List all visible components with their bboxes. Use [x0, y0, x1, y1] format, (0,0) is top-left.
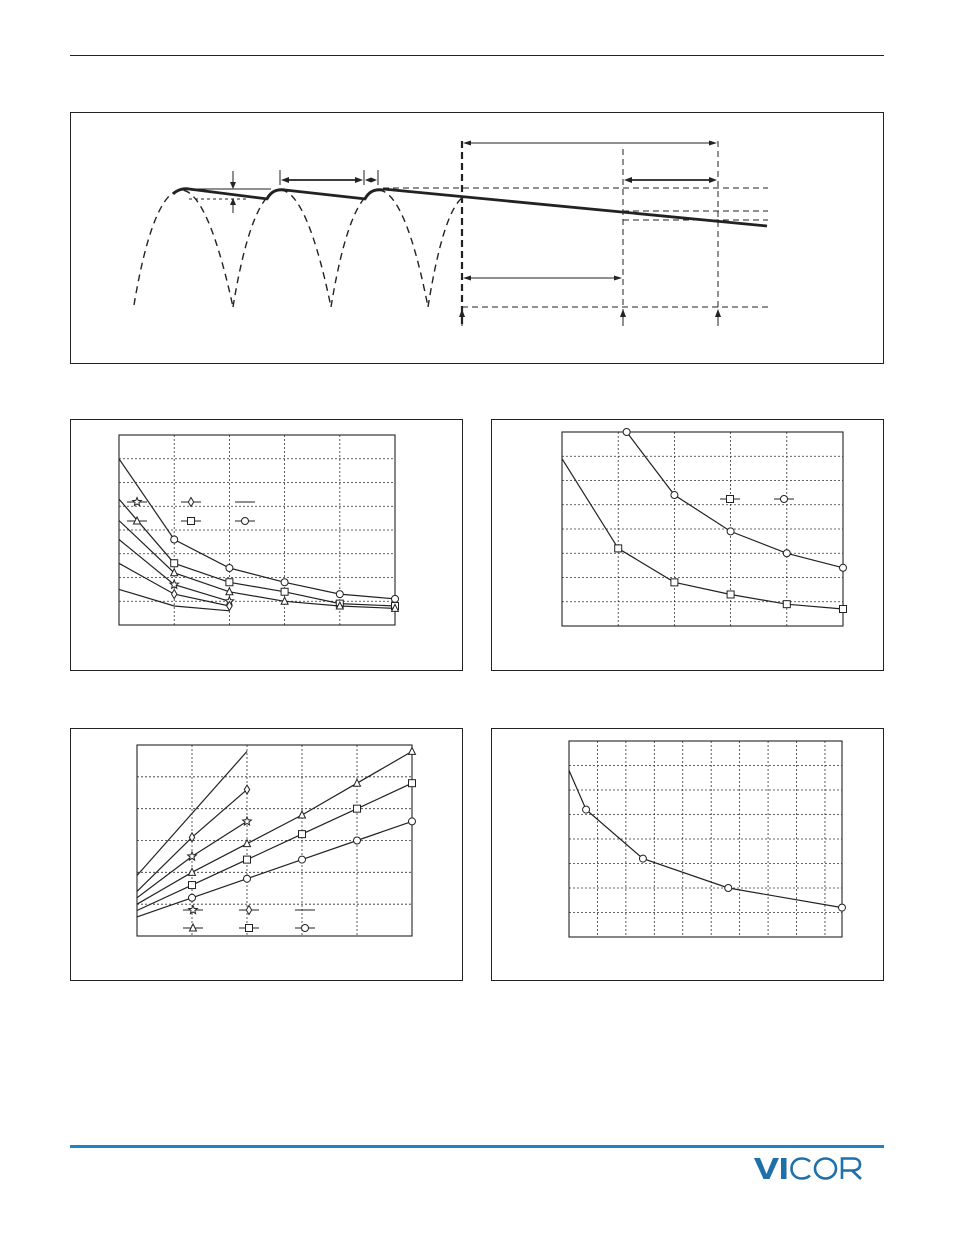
data-point-circle: [336, 591, 343, 598]
ramp-1: [189, 189, 268, 199]
data-point-square: [409, 780, 416, 787]
data-point-diamond: [244, 785, 249, 794]
data-point-triangle: [299, 811, 306, 818]
legend-marker-star: [133, 498, 142, 506]
chart-3-plot: [71, 729, 462, 980]
legend-marker-circle: [242, 518, 249, 525]
data-point-square: [671, 579, 678, 586]
data-point-diamond: [172, 590, 177, 599]
data-point-square: [171, 560, 178, 567]
data-point-circle: [639, 855, 646, 862]
series-line-6: [137, 821, 412, 917]
ripple-arrowhead-up: [230, 198, 236, 205]
peak-2: [267, 190, 285, 199]
holdup-first-arrowhead-right: [614, 276, 622, 281]
data-point-square: [244, 856, 251, 863]
data-point-circle: [727, 528, 734, 535]
conduction-arrowhead-left: [365, 178, 371, 183]
data-point-triangle: [409, 747, 416, 754]
data-point-square: [299, 831, 306, 838]
data-point-circle: [783, 550, 790, 557]
rectified-arch-3: [331, 190, 428, 307]
ripple-arrowhead-down: [230, 182, 236, 189]
data-point-triangle: [189, 868, 196, 875]
data-point-square: [840, 606, 847, 613]
data-point-circle: [281, 579, 288, 586]
chart-panel-2: [491, 419, 884, 671]
legend-marker-square: [188, 518, 195, 525]
series-line-1: [627, 432, 843, 568]
holdup-timing-diagram: [70, 112, 884, 364]
chart-1-plot: [71, 420, 462, 670]
holdup-partial-arrowhead-right: [709, 177, 717, 183]
data-point-square: [354, 805, 361, 812]
legend-marker-circle: [302, 925, 309, 932]
holdup-first-arrowhead-left: [463, 276, 471, 281]
data-point-circle: [671, 492, 678, 499]
event-arrowhead-2: [620, 309, 626, 317]
data-point-circle: [409, 818, 416, 825]
series-line-4: [137, 751, 412, 904]
data-point-square: [615, 545, 622, 552]
legend-marker-diamond: [188, 498, 193, 507]
chart-4-plot: [492, 729, 883, 980]
rectified-arch-1: [134, 190, 233, 307]
data-point-square: [281, 588, 288, 595]
ramp-3: [383, 189, 767, 226]
header-rule: [70, 55, 884, 56]
vicor-logo: [754, 1155, 886, 1181]
data-point-circle: [299, 856, 306, 863]
chart-panel-3: [70, 728, 463, 981]
peak-3: [365, 190, 383, 199]
chart-2-plot: [492, 420, 883, 670]
legend-marker-square: [727, 496, 734, 503]
chart-panel-4: [491, 728, 884, 981]
data-point-square: [189, 882, 196, 889]
ramp-2: [285, 190, 366, 199]
data-point-circle: [171, 536, 178, 543]
series-line-2: [119, 499, 395, 606]
legend-marker-circle: [781, 496, 788, 503]
data-point-circle: [392, 595, 399, 602]
data-point-circle: [725, 885, 732, 892]
data-point-circle: [623, 429, 630, 436]
rectified-arch-2: [233, 190, 331, 307]
data-point-square: [727, 591, 734, 598]
series-line-2: [562, 459, 843, 609]
data-point-circle: [583, 806, 590, 813]
conduction-arrowhead-right: [371, 178, 377, 183]
data-point-circle: [244, 875, 251, 882]
series-line-5: [137, 783, 412, 910]
period-arrowhead-right: [355, 177, 363, 183]
legend-marker-star: [189, 906, 198, 914]
data-point-circle: [840, 564, 847, 571]
footer-rule: [70, 1145, 884, 1148]
period-arrowhead-left: [281, 177, 289, 183]
holdup-partial-arrowhead-left: [624, 177, 632, 183]
chart-panel-1: [70, 419, 463, 671]
rectified-arch-4: [428, 197, 463, 307]
data-point-square: [226, 579, 233, 586]
holdup-total-arrowhead-left: [463, 141, 471, 146]
data-point-circle: [189, 894, 196, 901]
data-point-circle: [226, 565, 233, 572]
event-arrowhead-3: [715, 309, 721, 317]
data-point-circle: [354, 837, 361, 844]
data-point-circle: [839, 904, 846, 911]
holdup-total-arrowhead-right: [709, 141, 717, 146]
timing-diagram-svg: [71, 113, 883, 363]
event-arrowhead-1: [459, 309, 465, 317]
data-point-star: [170, 580, 179, 588]
data-point-triangle: [354, 779, 361, 786]
data-point-square: [783, 601, 790, 608]
legend-marker-square: [246, 925, 253, 932]
